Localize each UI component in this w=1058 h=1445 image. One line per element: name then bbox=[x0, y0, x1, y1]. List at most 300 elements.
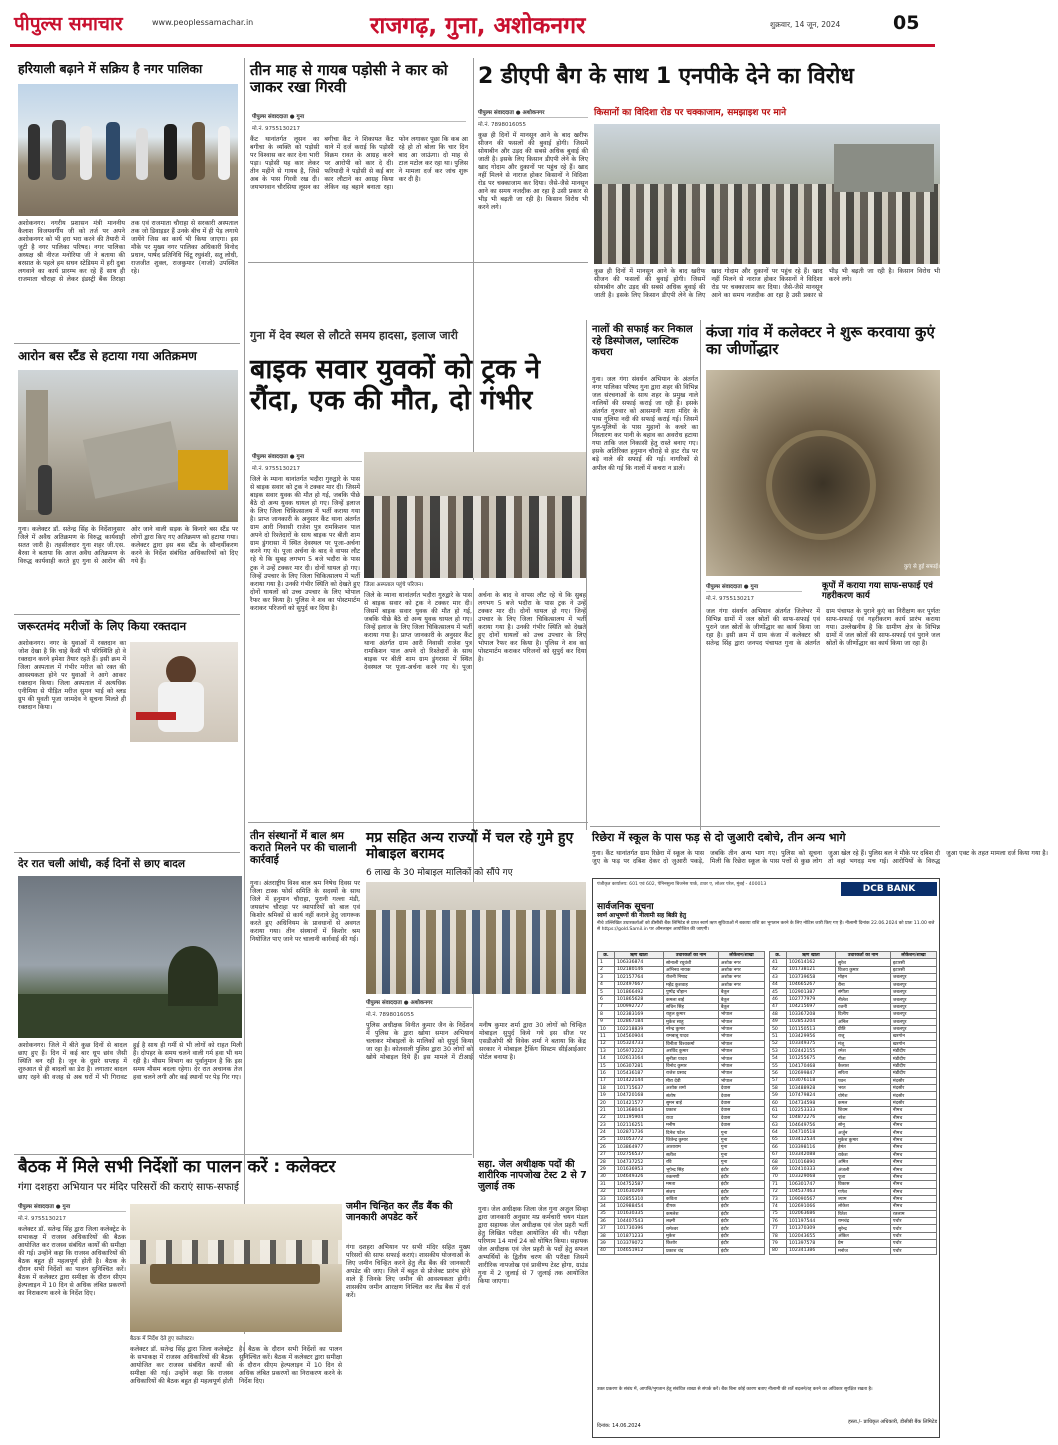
table-cell: मंदसौर bbox=[890, 1077, 936, 1084]
table-cell: बैतूल bbox=[718, 988, 764, 995]
table-cell: 105436187 bbox=[614, 1070, 663, 1077]
table-cell: खरगोन bbox=[890, 1033, 936, 1040]
table-cell: 18 bbox=[598, 1085, 615, 1092]
table-cell: रितेश bbox=[835, 1210, 890, 1217]
table-row bbox=[770, 1181, 937, 1188]
article-photo-family-at-hospital bbox=[364, 452, 586, 578]
table-cell: जबलपुर bbox=[890, 974, 936, 981]
table-cell: अरविंद कुमार bbox=[663, 1048, 718, 1055]
table-cell: इंदौर bbox=[718, 1181, 764, 1188]
auction-table bbox=[769, 951, 937, 1255]
article-body: कलेक्टर डॉ. सतेन्द्र सिंह द्वारा जिला कलेक्ट्रेट के सभाकक्ष में राजस्व अधिकारियों की बैठक आयोजित कर राजस्व संबंधित कार्यों की समीक्षा की गई। उन्होंने कहा कि राजस्व अधिकारियों की बैठक बहुत ही महत्वपूर्ण होती है। बैठक के दौरान सभी निर्देशों का पालन सुनिश्चित करें। बैठक में कलेक्टर द्वारा समीक्षा के दौरान सीएम हेल्पलाइन में 10 दिन से अधिक लंबित प्रकरणों का निराकरण करने के निर्देश दिए। bbox=[130, 1346, 342, 1386]
table-cell: मंदसौर bbox=[890, 1092, 936, 1099]
article-byline: पीपुल्स संवाददाता ● गुना bbox=[252, 112, 466, 122]
table-cell: 103488928 bbox=[786, 1085, 835, 1092]
table-cell: नरेन्द्र कुमार bbox=[663, 1025, 718, 1032]
table-cell: 103412534 bbox=[786, 1136, 835, 1143]
article-byline: पीपुल्स संवाददाता ● अशोकनगर bbox=[478, 108, 588, 118]
table-cell: प्रकाश bbox=[663, 1107, 718, 1114]
table-cell: अभिनव नायक bbox=[663, 966, 718, 973]
table-cell: 58 bbox=[770, 1085, 787, 1092]
table-row bbox=[598, 1218, 765, 1225]
table-cell: 40 bbox=[598, 1247, 615, 1254]
table-cell: नीलेश bbox=[835, 996, 890, 1003]
table-cell: रामचंद्र bbox=[835, 1218, 890, 1225]
table-row bbox=[770, 1099, 937, 1106]
table-row bbox=[770, 1114, 937, 1121]
table-row bbox=[598, 1107, 765, 1114]
column-header: ऋण खाता bbox=[786, 952, 835, 959]
article-headline: जरूरतमंद मरीजों के लिए किया रक्तदान bbox=[18, 619, 187, 633]
table-cell: मुकेश कुमार bbox=[835, 1136, 890, 1143]
table-cell: भोपाल bbox=[718, 1018, 764, 1025]
table-cell: मनोज bbox=[835, 1247, 890, 1254]
table-cell: 101630335 bbox=[614, 1210, 663, 1217]
table-cell: देवास bbox=[718, 1099, 764, 1106]
table-cell: 102383169 bbox=[614, 1011, 663, 1018]
notice-address: पंजीकृत कार्यालय: 601 एवं 602, पेनिनसुला बिजनेस पार्क, टावर ए, लोअर परेल, मुंबई - 400013 bbox=[597, 882, 767, 887]
table-cell: अशोक नगर bbox=[718, 959, 764, 966]
table-cell: 63 bbox=[770, 1121, 787, 1128]
table-cell: 10 bbox=[598, 1025, 615, 1032]
article-headline: बाइक सवार युवकों को ट्रक ने रौंदा, एक की मौत, दो गंभीर bbox=[250, 354, 541, 417]
table-cell: 102853204 bbox=[786, 1018, 835, 1025]
table-row bbox=[598, 1011, 765, 1018]
table-cell: 54 bbox=[770, 1055, 787, 1062]
table-cell: नीमच bbox=[890, 1173, 936, 1180]
table-cell: गुना bbox=[718, 1151, 764, 1158]
table-cell: 78 bbox=[770, 1232, 787, 1239]
article-body: गुना। कैंट थानांतर्गत ग्राम रिछेरा में स्कूल के पास जुए के फड़ पर दबिश देकर दो जुआरी पकड़े, जबकि तीन अन्य भाग गए। पुलिस को सूचना मिली कि रिछेरा स्कूल के पास पत्तों से कुछ लोग जुआ खेल रहे हैं। पुलिस बल ने मौके पर दबिश दी तो वहां भगदड़ मच गई। आरोपियों के विरुद्ध जुआ एक्ट के तहत मामला दर्ज किया गया है। bbox=[592, 850, 1048, 866]
table-cell: भोपाल bbox=[718, 1025, 764, 1032]
table-cell: नीमच bbox=[890, 1158, 936, 1165]
table-row bbox=[598, 974, 765, 981]
table-cell: 71 bbox=[770, 1181, 787, 1188]
table-cell: दीपक bbox=[663, 1203, 718, 1210]
notice-table-right bbox=[769, 951, 937, 1255]
table-row bbox=[598, 1070, 765, 1077]
article-byline: पीपुल्स संवाददाता ● गुना bbox=[706, 582, 802, 592]
table-cell: लोकेश bbox=[835, 1203, 890, 1210]
table-cell: 101865628 bbox=[614, 996, 663, 1003]
article-body: अशोकनगर। नगरीय प्रशासन मंत्री माननीय कैलाश विजयवर्गीय जी को तर्ज पर अपने अशोकनगर को भी हरा भरा करने की तैयारी में जुटी है नगर पालिका परिषद। नगर पालिका अध्यक्ष श्री नीरज मनोरिया जी ने बताया की बरसात के पहले हम सघन स्टेडियम में हरी दुबा लगवाने का कार्य प्रारम्भ कर रहे हैं साथ ही राजमाता चौराहा से लेकर इंडस्ट्री बैंक तिराहा तक एवं राजमाता चौराहा से सरकारी अस्पताल तक जो डिवाइडर हैं उनके बीच में ही पेड़ लगाये जायेंगे जिस का कार्य भी किया जाएगा। इस मौके पर मुख्य नगर पालिका अधिकारी विनोद प्रधान, पार्षद प्रतिनिधि चिंटू रघुवंशी, सतू लोधी, राजजीत शुक्ल, राजकुमार (नाजो) उपस्थित रहे। bbox=[18, 220, 238, 284]
table-cell: अनिल bbox=[835, 1018, 890, 1025]
brand-logo: पीपुल्स समाचार bbox=[14, 13, 123, 35]
table-cell: 101053772 bbox=[614, 1136, 663, 1143]
table-row bbox=[770, 1033, 937, 1040]
section-divider bbox=[14, 614, 240, 615]
table-cell: 102614162 bbox=[786, 959, 835, 966]
table-cell: 41 bbox=[770, 959, 787, 966]
table-cell: मंजू bbox=[835, 1040, 890, 1047]
column-header: क्र. bbox=[598, 952, 615, 959]
table-cell: 72 bbox=[770, 1188, 787, 1195]
table-cell: 19 bbox=[598, 1092, 615, 1099]
table-cell: 27 bbox=[598, 1151, 615, 1158]
article-headline: नालों की सफाई कर निकाल रहे डिस्पोजल, प्लास्टिक कचरा bbox=[592, 324, 693, 358]
table-row bbox=[770, 1107, 937, 1114]
table-cell: 49 bbox=[770, 1018, 787, 1025]
table-row bbox=[770, 1225, 937, 1232]
article-body: गुना। जल गंगा संवर्धन अभियान के अंतर्गत नगर पालिका परिषद गुना द्वारा शहर की विभिन्न जल संरचनाओं के साथ शहर के प्रमुख नाले नालियों की सफाई कराई जा रही है। इसके अंतर्गत गुरुवार को आसमानी माता मंदिर के पास गुलिया नदी की सफाई कराई गई। जिसमें पुल-पुलियों के पास मुहानों के कचरे का निस्तारण कर पानी के बहाव का अवरोध हटाया गया ताकि जल निकासी हेतु रास्ते बनाए गए। इसके अतिरिक्त हनुमान चौराहे से हाट रोड पर बड़े नाले की सफाई की गई। नागरिकों से अपील की गई कि नालों में कचरा न डालें। bbox=[592, 376, 698, 472]
table-cell: कैलाश bbox=[835, 1062, 890, 1069]
table-row bbox=[770, 1070, 937, 1077]
table-cell: विजय कुमार bbox=[835, 966, 890, 973]
table-row bbox=[770, 1247, 937, 1254]
table-row bbox=[770, 1025, 937, 1032]
table-row bbox=[598, 1240, 765, 1247]
table-cell: रामबाबू यादव bbox=[663, 1033, 718, 1040]
table-cell: योगेश bbox=[835, 1092, 890, 1099]
dcb-bank-logo: DCB BANK bbox=[841, 882, 937, 896]
table-cell: इंदौर bbox=[718, 1173, 764, 1180]
table-cell: गुना bbox=[718, 1136, 764, 1143]
section-divider bbox=[14, 343, 240, 344]
table-cell: मंडीदीप bbox=[890, 1055, 936, 1062]
table-cell: 102442155 bbox=[786, 1048, 835, 1055]
table-cell: 101370309 bbox=[786, 1225, 835, 1232]
table-cell: जबलपुर bbox=[890, 1003, 936, 1010]
table-row bbox=[598, 1085, 765, 1092]
issue-date: शुक्रवार, 14 जून, 2024 bbox=[770, 20, 841, 29]
table-row bbox=[598, 1062, 765, 1069]
table-cell: मंडीदीप bbox=[890, 1070, 936, 1077]
table-row bbox=[598, 1077, 765, 1084]
table-row bbox=[770, 1232, 937, 1239]
article-body: गुना। जेल अधीक्षक जिला जेल गुना अजुल सिन्हा द्वारा जानकारी अनुसार मप्र कर्मचारी चयन मंडल द्वारा सहायक जेल अधीक्षक एवं जेल प्रहरी भर्ती हेतु लिखित परीक्षा आयोजित की थी। परीक्षा परिणाम 14 मार्च 24 को घोषित किया। सहायक जेल अधीक्षक एवं जेल प्रहरी के पदों हेतु सफल अभ्यर्थियों के द्वितीय चरण की परीक्षा जिसमें शारीरिक नापजोख एवं प्रावीण्य टेस्ट होगा, ग्राउंड गुना में 2 जुलाई से 7 जुलाई तक आयोजित किया जाएगा। bbox=[478, 1206, 588, 1286]
reporter-mobile: मो.नं. 9755130217 bbox=[252, 126, 301, 132]
notice-date: दिनांक: 14.06.2024 bbox=[597, 1423, 641, 1429]
table-cell: 50 bbox=[770, 1025, 787, 1032]
table-cell: 104170468 bbox=[786, 1062, 835, 1069]
table-cell: इंदौर bbox=[718, 1203, 764, 1210]
table-cell: गुना bbox=[718, 1144, 764, 1151]
table-cell: 36 bbox=[598, 1218, 615, 1225]
table-cell: जबलपुर bbox=[890, 1025, 936, 1032]
table-cell: पचोर bbox=[890, 1240, 936, 1247]
notice-footer: उक्त प्रकरण के संबंध में, आपत्ति/भुगतान हेतु संबंधित शाखा से संपर्क करें। बैंक बिना कोई कारण बताए नीलामी की शर्तें बदलने/रद्द करने का अधिकार सुरक्षित रखता है। bbox=[597, 1387, 873, 1392]
section-divider bbox=[248, 262, 588, 263]
table-cell: 104734598 bbox=[786, 1099, 835, 1106]
article-body: कैंट थानांतर्गत लूसन का बगीचा के व्यक्ति को पड़ोसी पर विश्वास कर कार देना भारी पड़ा। पड़ोसी यह कार लेकर तीन महीने से गायब है, जिसे अब के पास गिरवी रख दी। जयभगवान चौरसिया लूसन का बगीचा कैंट ने शिकायत कैंट थाने में दर्ज कराई कि पड़ोसी विक्रम रावत के आग्रह करने पर आरोपी को कार दे दी। फरियादी ने पड़ोसी से कई बार कार लौटाने का आग्रह किया लेकिन वह बहाने बनाता रहा। फोन लगाकर पूछा कि कब आ रहे हो तो बोला कि चार दिन बाद आ जाऊंगा। दो माह से टाल मटोल कर रहा था। पुलिस ने मामला दर्ज कर जांच शुरू कर दी है। bbox=[250, 136, 468, 192]
article-body: कलेक्टर डॉ. सतेन्द्र सिंह द्वारा जिला कलेक्ट्रेट के सभाकक्ष में राजस्व अधिकारियों की बैठक आयोजित कर राजस्व संबंधित कार्यों की समीक्षा की गई। उन्होंने कहा कि राजस्व अधिकारियों की बैठक बहुत ही महत्वपूर्ण होती है। बैठक के दौरान सभी निर्देशों का पालन सुनिश्चित करें। बैठक में कलेक्टर द्वारा समीक्षा के दौरान सीएम हेल्पलाइन में 10 दिन से अधिक लंबित प्रकरणों का निराकरण करने के निर्देश दिए। bbox=[18, 1226, 126, 1298]
table-cell: 102341386 bbox=[786, 1247, 835, 1254]
article-photo-well bbox=[706, 370, 940, 576]
table-row bbox=[598, 1136, 765, 1143]
section-divider bbox=[248, 822, 588, 823]
table-cell: मंदसौर bbox=[890, 1085, 936, 1092]
section-divider bbox=[590, 826, 940, 827]
section-title: राजगढ़, गुना, अशोकनगर bbox=[370, 13, 586, 39]
table-cell: संजय bbox=[663, 1188, 718, 1195]
table-row bbox=[598, 1158, 765, 1165]
table-cell: नीमच bbox=[890, 1195, 936, 1202]
table-cell: रीना bbox=[835, 981, 890, 988]
table-cell: 2 bbox=[598, 966, 615, 973]
table-cell: 101195904 bbox=[614, 1114, 663, 1121]
column-header: उधारकर्ता का नाम bbox=[663, 952, 718, 959]
article-body: अशोकनगर। नगर के युवाओं में रक्तदान का जोश देखा है कि चाहे कैसी भी परिस्थिति हो वे रक्तदान करने हमेशा तैयार रहते हैं। इसी क्रम में जिला अस्पताल में गंभीर मरीज को रक्त की आवश्यकता होने पर युवाओं ने आगे आकर रक्तदान किया। जिला अस्पताल में अत्यधिक एनीमिया से पीड़ित मरीज सुमन भाई को ब्लड ग्रुप की युवती पूजा जामदेव ने सूचना मिलते ही रक्तदान किया। bbox=[18, 640, 126, 712]
article-headline: बैठक में मिले सभी निर्देशों का पालन करें : कलेक्टर bbox=[18, 1157, 336, 1177]
article-headline: हरियाली बढ़ाने में सक्रिय है नगर पालिका bbox=[18, 61, 203, 76]
table-cell: 21 bbox=[598, 1107, 615, 1114]
table-cell: खरगोन bbox=[890, 1040, 936, 1047]
table-cell: जबलपुर bbox=[890, 1011, 936, 1018]
table-cell: 52 bbox=[770, 1040, 787, 1047]
table-cell: भूपेन्द्र सिंह bbox=[663, 1166, 718, 1173]
table-cell: इंदौर bbox=[718, 1218, 764, 1225]
table-cell: 104752587 bbox=[614, 1181, 663, 1188]
table-cell: 6 bbox=[598, 996, 615, 1003]
table-cell: 103429956 bbox=[786, 1033, 835, 1040]
table-cell: मंडीदीप bbox=[890, 1062, 936, 1069]
table-cell: 46 bbox=[770, 996, 787, 1003]
article-kicker: गुना में देव स्थल से लौटते समय हादसा, इलाज जारी bbox=[250, 329, 458, 342]
table-row bbox=[770, 1018, 937, 1025]
table-cell: मोहन bbox=[835, 974, 890, 981]
table-cell: 62 bbox=[770, 1114, 787, 1121]
table-cell: 104665267 bbox=[786, 981, 835, 988]
table-cell: विनोद कुमार bbox=[663, 1062, 718, 1069]
table-row bbox=[770, 1092, 937, 1099]
table-cell: 101150513 bbox=[786, 1025, 835, 1032]
table-cell: किशोर bbox=[663, 1240, 718, 1247]
table-cell: महेंद्र कुशवाह bbox=[663, 981, 718, 988]
table-cell: भरत bbox=[835, 1085, 890, 1092]
table-cell: इंदौर bbox=[718, 1210, 764, 1217]
table-row bbox=[598, 981, 765, 988]
table-row bbox=[598, 1003, 765, 1010]
table-cell: 80 bbox=[770, 1247, 787, 1254]
table-row bbox=[770, 1173, 937, 1180]
table-cell: पूजा bbox=[835, 1173, 890, 1180]
table-cell: इटारसी bbox=[890, 959, 936, 966]
table-cell: मुकेश bbox=[663, 1232, 718, 1239]
notice-title: सार्वजनिक सूचना bbox=[597, 902, 654, 912]
table-cell: 22 bbox=[598, 1114, 615, 1121]
table-row bbox=[598, 1203, 765, 1210]
table-row bbox=[770, 1203, 937, 1210]
column-header: उधारकर्ता का नाम bbox=[835, 952, 890, 959]
table-cell: नीमच bbox=[890, 1151, 936, 1158]
table-cell: राजेश प्रसाद bbox=[663, 1070, 718, 1077]
table-cell: 34 bbox=[598, 1203, 615, 1210]
article-headline: तीन संस्थानों में बाल श्रम कराते मिलने पर की चालानी कार्रवाई bbox=[250, 830, 357, 867]
table-cell: 38 bbox=[598, 1232, 615, 1239]
table-cell: श्याम bbox=[835, 1195, 890, 1202]
table-row bbox=[770, 1240, 937, 1247]
table-cell: 11 bbox=[598, 1033, 615, 1040]
table-cell: नीमच bbox=[890, 1114, 936, 1121]
article-headline: जमीन चिन्हित कर लैंड बैंक की जानकारी अपडेट करें bbox=[346, 1201, 453, 1223]
table-row bbox=[598, 1025, 765, 1032]
table-cell: भोपाल bbox=[718, 1011, 764, 1018]
table-cell: जितेन्द्र कुमार bbox=[663, 1136, 718, 1143]
table-cell: प्रीति bbox=[835, 1025, 890, 1032]
table-cell: मंडीदीप bbox=[890, 1048, 936, 1055]
table-row bbox=[598, 988, 765, 995]
table-row bbox=[598, 1151, 765, 1158]
table-cell: गणेश bbox=[835, 1188, 890, 1195]
table-cell: 104537463 bbox=[786, 1188, 835, 1195]
article-photo-officials bbox=[18, 84, 238, 216]
table-cell: ममता bbox=[663, 1181, 718, 1188]
table-cell: 101421577 bbox=[614, 1099, 663, 1106]
table-cell: भोपाल bbox=[718, 1070, 764, 1077]
table-cell: गुना bbox=[718, 1129, 764, 1136]
table-cell: राकेश bbox=[835, 1151, 890, 1158]
article-photo-meeting bbox=[130, 1204, 342, 1332]
table-cell: 102777979 bbox=[786, 996, 835, 1003]
article-subheadline: गंगा दशहरा अभियान पर मंदिर परिसरों की कराएं साफ-सफाई bbox=[18, 1182, 239, 1193]
article-body: पुलिस अधीक्षक विनीत कुमार जैन के निर्देशन में पुलिस के द्वारा खोया समान अभियान चलाकर मोबाइलों के मालिकों को सुपुर्द किया जा रहा है। कोतवाली पुलिस द्वारा 30 लोगों को खोये मोबाइल दिये हैं। इस मामले में टीआई मनीष कुमार शर्मा द्वारा 30 लोगों को चिन्हित मोबाइल सुपुर्द किये गये इस सीज पर एसडीओपी श्री विवेक शर्मा ने बताया कि केंद्र सरकार ने मोबाइल ट्रैकिंग सिस्टम सीईआईआर पोर्टल बनाया है। bbox=[366, 1022, 586, 1062]
table-cell: 30 bbox=[598, 1173, 615, 1180]
table-cell: 61 bbox=[770, 1107, 787, 1114]
table-cell: राधा bbox=[663, 1114, 718, 1121]
table-cell: राजू bbox=[835, 1033, 890, 1040]
table-row bbox=[770, 988, 937, 995]
table-cell: 102180146 bbox=[614, 966, 663, 973]
table-cell: 102116251 bbox=[614, 1121, 663, 1128]
table-cell: 20 bbox=[598, 1099, 615, 1106]
table-row bbox=[598, 959, 765, 966]
table-cell: 55 bbox=[770, 1062, 787, 1069]
table-cell: अशोक नगर bbox=[718, 981, 764, 988]
notice-table-left bbox=[597, 951, 765, 1255]
table-cell: 104560904 bbox=[614, 1033, 663, 1040]
table-row bbox=[598, 1173, 765, 1180]
table-row bbox=[770, 1166, 937, 1173]
table-cell: प्रेम bbox=[835, 1240, 890, 1247]
reporter-mobile: मो.नं. 7898016055 bbox=[366, 1012, 415, 1018]
table-cell: 104737252 bbox=[614, 1158, 663, 1165]
website-url[interactable]: www.peoplessamachar.in bbox=[152, 18, 254, 27]
table-cell: 14 bbox=[598, 1055, 615, 1062]
table-cell: 106301747 bbox=[786, 1181, 835, 1188]
notice-subtitle: स्वर्ण आभूषणों की नीलामी सह बिक्री हेतु bbox=[597, 912, 687, 919]
article-headline: सहा. जेल अधीक्षक पदों की शारीरिक नापजोख टेस्ट 2 से 7 जुलाई तक bbox=[478, 1159, 587, 1192]
table-cell: 104407543 bbox=[614, 1218, 663, 1225]
table-cell: दिलीप bbox=[835, 1011, 890, 1018]
table-row bbox=[598, 1210, 765, 1217]
table-cell: 9 bbox=[598, 1018, 615, 1025]
table-cell: इंदौर bbox=[718, 1195, 764, 1202]
table-cell: 43 bbox=[770, 974, 787, 981]
table-cell: कमलेश bbox=[663, 1210, 718, 1217]
article-photo-mobile-handover bbox=[366, 882, 586, 994]
table-cell: देवास bbox=[718, 1121, 764, 1128]
table-row bbox=[770, 1158, 937, 1165]
table-row bbox=[598, 1018, 765, 1025]
table-cell: 1 bbox=[598, 959, 615, 966]
table-cell: मुकेश साहू bbox=[663, 1018, 718, 1025]
table-cell: 79 bbox=[770, 1240, 787, 1247]
table-cell: 102901387 bbox=[786, 988, 835, 995]
table-cell: 101871233 bbox=[614, 1232, 663, 1239]
table-cell: 105324733 bbox=[614, 1040, 663, 1047]
table-cell: अशोक शर्मा bbox=[663, 1085, 718, 1092]
table-cell: रजनी bbox=[835, 1003, 890, 1010]
table-row bbox=[598, 1129, 765, 1136]
table-cell: 104872276 bbox=[786, 1114, 835, 1121]
table-cell: देवास bbox=[718, 1085, 764, 1092]
table-cell: 102867184 bbox=[614, 1018, 663, 1025]
table-cell: भोपाल bbox=[718, 1033, 764, 1040]
table-cell: कविता bbox=[663, 1195, 718, 1202]
table-cell: 101866492 bbox=[614, 988, 663, 995]
article-byline: पीपुल्स संवाददाता ● अशोकनगर bbox=[366, 998, 472, 1008]
table-cell: 105972222 bbox=[614, 1048, 663, 1055]
table-cell: बैतूल bbox=[718, 1003, 764, 1010]
table-cell: सचिन सिंह bbox=[663, 1003, 718, 1010]
table-cell: 103367208 bbox=[786, 1011, 835, 1018]
table-cell: हेमंत bbox=[835, 1144, 890, 1151]
table-cell: पचोर bbox=[890, 1225, 936, 1232]
table-cell: 29 bbox=[598, 1166, 615, 1173]
table-row bbox=[598, 1247, 765, 1254]
table-cell: 103379072 bbox=[614, 1240, 663, 1247]
table-cell: 102855310 bbox=[614, 1195, 663, 1202]
table-cell: 23 bbox=[598, 1121, 615, 1128]
table-cell: देवास bbox=[718, 1114, 764, 1121]
table-cell: 76 bbox=[770, 1218, 787, 1225]
table-cell: भोपाल bbox=[718, 1077, 764, 1084]
table-cell: संतोष bbox=[663, 1092, 718, 1099]
reporter-mobile: मो.नं. 9755130217 bbox=[706, 596, 755, 602]
table-cell: 101197544 bbox=[786, 1218, 835, 1225]
table-cell: जबलपुर bbox=[890, 988, 936, 995]
table-cell: 101715637 bbox=[614, 1085, 663, 1092]
article-headline: 2 डीएपी बैग के साथ 1 एनपीके देने का विरोध bbox=[478, 64, 854, 89]
table-cell: 37 bbox=[598, 1225, 615, 1232]
table-cell: रमेश bbox=[835, 1048, 890, 1055]
table-cell: इंदौर bbox=[718, 1240, 764, 1247]
dcb-bank-notice bbox=[592, 878, 940, 1438]
table-cell: मनीष bbox=[663, 1121, 718, 1128]
table-row bbox=[770, 981, 937, 988]
table-cell: भोपाल bbox=[718, 1048, 764, 1055]
table-row bbox=[598, 1033, 765, 1040]
table-cell: 104649756 bbox=[786, 1121, 835, 1128]
table-cell: 103349375 bbox=[786, 1040, 835, 1047]
table-row bbox=[598, 1181, 765, 1188]
table-cell: 64 bbox=[770, 1129, 787, 1136]
column-header: ऋण खाता bbox=[614, 952, 663, 959]
table-cell: 5 bbox=[598, 988, 615, 995]
article-headline: रिछेरा में स्कूल के पास फड़ से दो जुआरी दबोचे, तीन अन्य भागे bbox=[592, 831, 846, 844]
table-cell: 103398116 bbox=[786, 1144, 835, 1151]
table-cell: अशोक नगर bbox=[718, 974, 764, 981]
table-cell: 103864977 bbox=[614, 1144, 663, 1151]
photo-caption: कुएं से हुई सफाई। bbox=[903, 564, 940, 570]
table-cell: नीमच bbox=[890, 1107, 936, 1114]
table-cell: 102063686 bbox=[786, 1210, 835, 1217]
table-cell: 26 bbox=[598, 1144, 615, 1151]
article-byline: पीपुल्स संवाददाता ● गुना bbox=[18, 1202, 126, 1212]
table-cell: विनीता विश्वकर्मा bbox=[663, 1040, 718, 1047]
table-cell: इटारसी bbox=[890, 966, 936, 973]
section-divider bbox=[14, 1154, 472, 1155]
table-cell: 35 bbox=[598, 1210, 615, 1217]
table-cell: 16 bbox=[598, 1070, 615, 1077]
table-cell: राहुल कुमार bbox=[663, 1011, 718, 1018]
table-row bbox=[770, 1085, 937, 1092]
table-cell: 4 bbox=[598, 981, 615, 988]
table-cell: इंदौर bbox=[718, 1247, 764, 1254]
table-cell: 107479824 bbox=[786, 1092, 835, 1099]
article-photo-clouds bbox=[18, 876, 242, 1038]
table-cell: बैतूल bbox=[718, 996, 764, 1003]
